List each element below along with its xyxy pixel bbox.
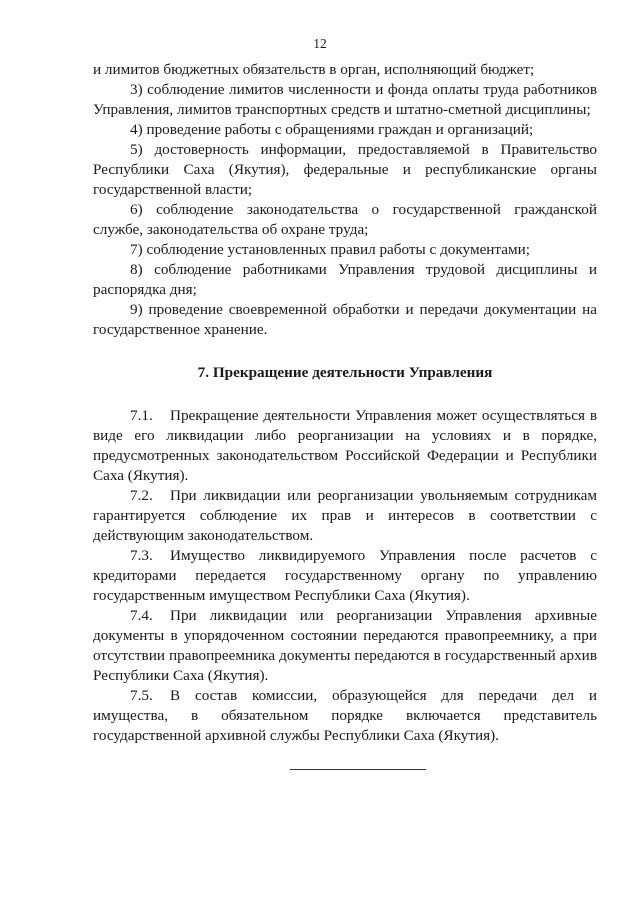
list-item: и лимитов бюджетных обязательств в орган, исполняющий бюджет; (93, 61, 535, 78)
clause-number: 7.3. (130, 547, 153, 564)
end-divider (290, 769, 426, 770)
clause-text: При ликвидации или реорганизации Управления архивные документы в упорядоченном состоянии передаются правопреемнику, а при отсутствии правопреемника документы передаются в государственный архив Республики Саха (Якутия). (93, 607, 597, 684)
clause-text: В состав комиссии, образующейся для передачи дел и имущества, в обязательном порядке включается представитель государственной архивной службы Республики Саха (Якутия). (93, 687, 597, 744)
clause (93, 486, 597, 546)
clause-number: 7.4. (130, 607, 153, 624)
clause (93, 406, 597, 486)
clause (93, 606, 597, 686)
list-item: 4) проведение работы с обращениями граждан и организаций; (130, 121, 534, 138)
clause (93, 686, 597, 746)
clause-number: 7.1. (130, 407, 153, 424)
clause-text: Прекращение деятельности Управления может осуществляться в виде его ликвидации либо реорганизации на условиях и в порядке, предусмотренных законодательством Российской Федерации и Республики Саха (Якутия). (93, 407, 597, 484)
list-item: 6) соблюдение законодательства о государственной гражданской службе, законодательства об охране труда; (93, 201, 597, 238)
page-number: 12 (313, 36, 327, 51)
clause (93, 546, 597, 606)
document-body (93, 60, 597, 746)
section-heading: 7. Прекращение деятельности Управления (197, 364, 493, 381)
clause-text: При ликвидации или реорганизации увольняемым сотрудникам гарантируется соблюдение их прав и интересов в соответствии с действующим законодательством. (93, 487, 597, 544)
list-item: 5) достоверность информации, предоставляемой в Правительство Республики Саха (Якутия), федеральные и республиканские органы государственной власти; (93, 141, 597, 198)
clause-number: 7.5. (130, 687, 153, 704)
list-item: 9) проведение своевременной обработки и передачи документации на государственное хранение. (93, 301, 597, 338)
clause-text: Имущество ликвидируемого Управления после расчетов с кредиторами передается государственному органу по управлению государственным имуществом Республики Саха (Якутия). (93, 547, 597, 604)
list-item: 3) соблюдение лимитов численности и фонда оплаты труда работников Управления, лимитов транспортных средств и штатно-сметной дисциплины; (93, 81, 597, 118)
list-item: 8) соблюдение работниками Управления трудовой дисциплины и распорядка дня; (93, 261, 597, 298)
clause-number: 7.2. (130, 487, 153, 504)
list-item: 7) соблюдение установленных правил работы с документами; (130, 241, 530, 258)
